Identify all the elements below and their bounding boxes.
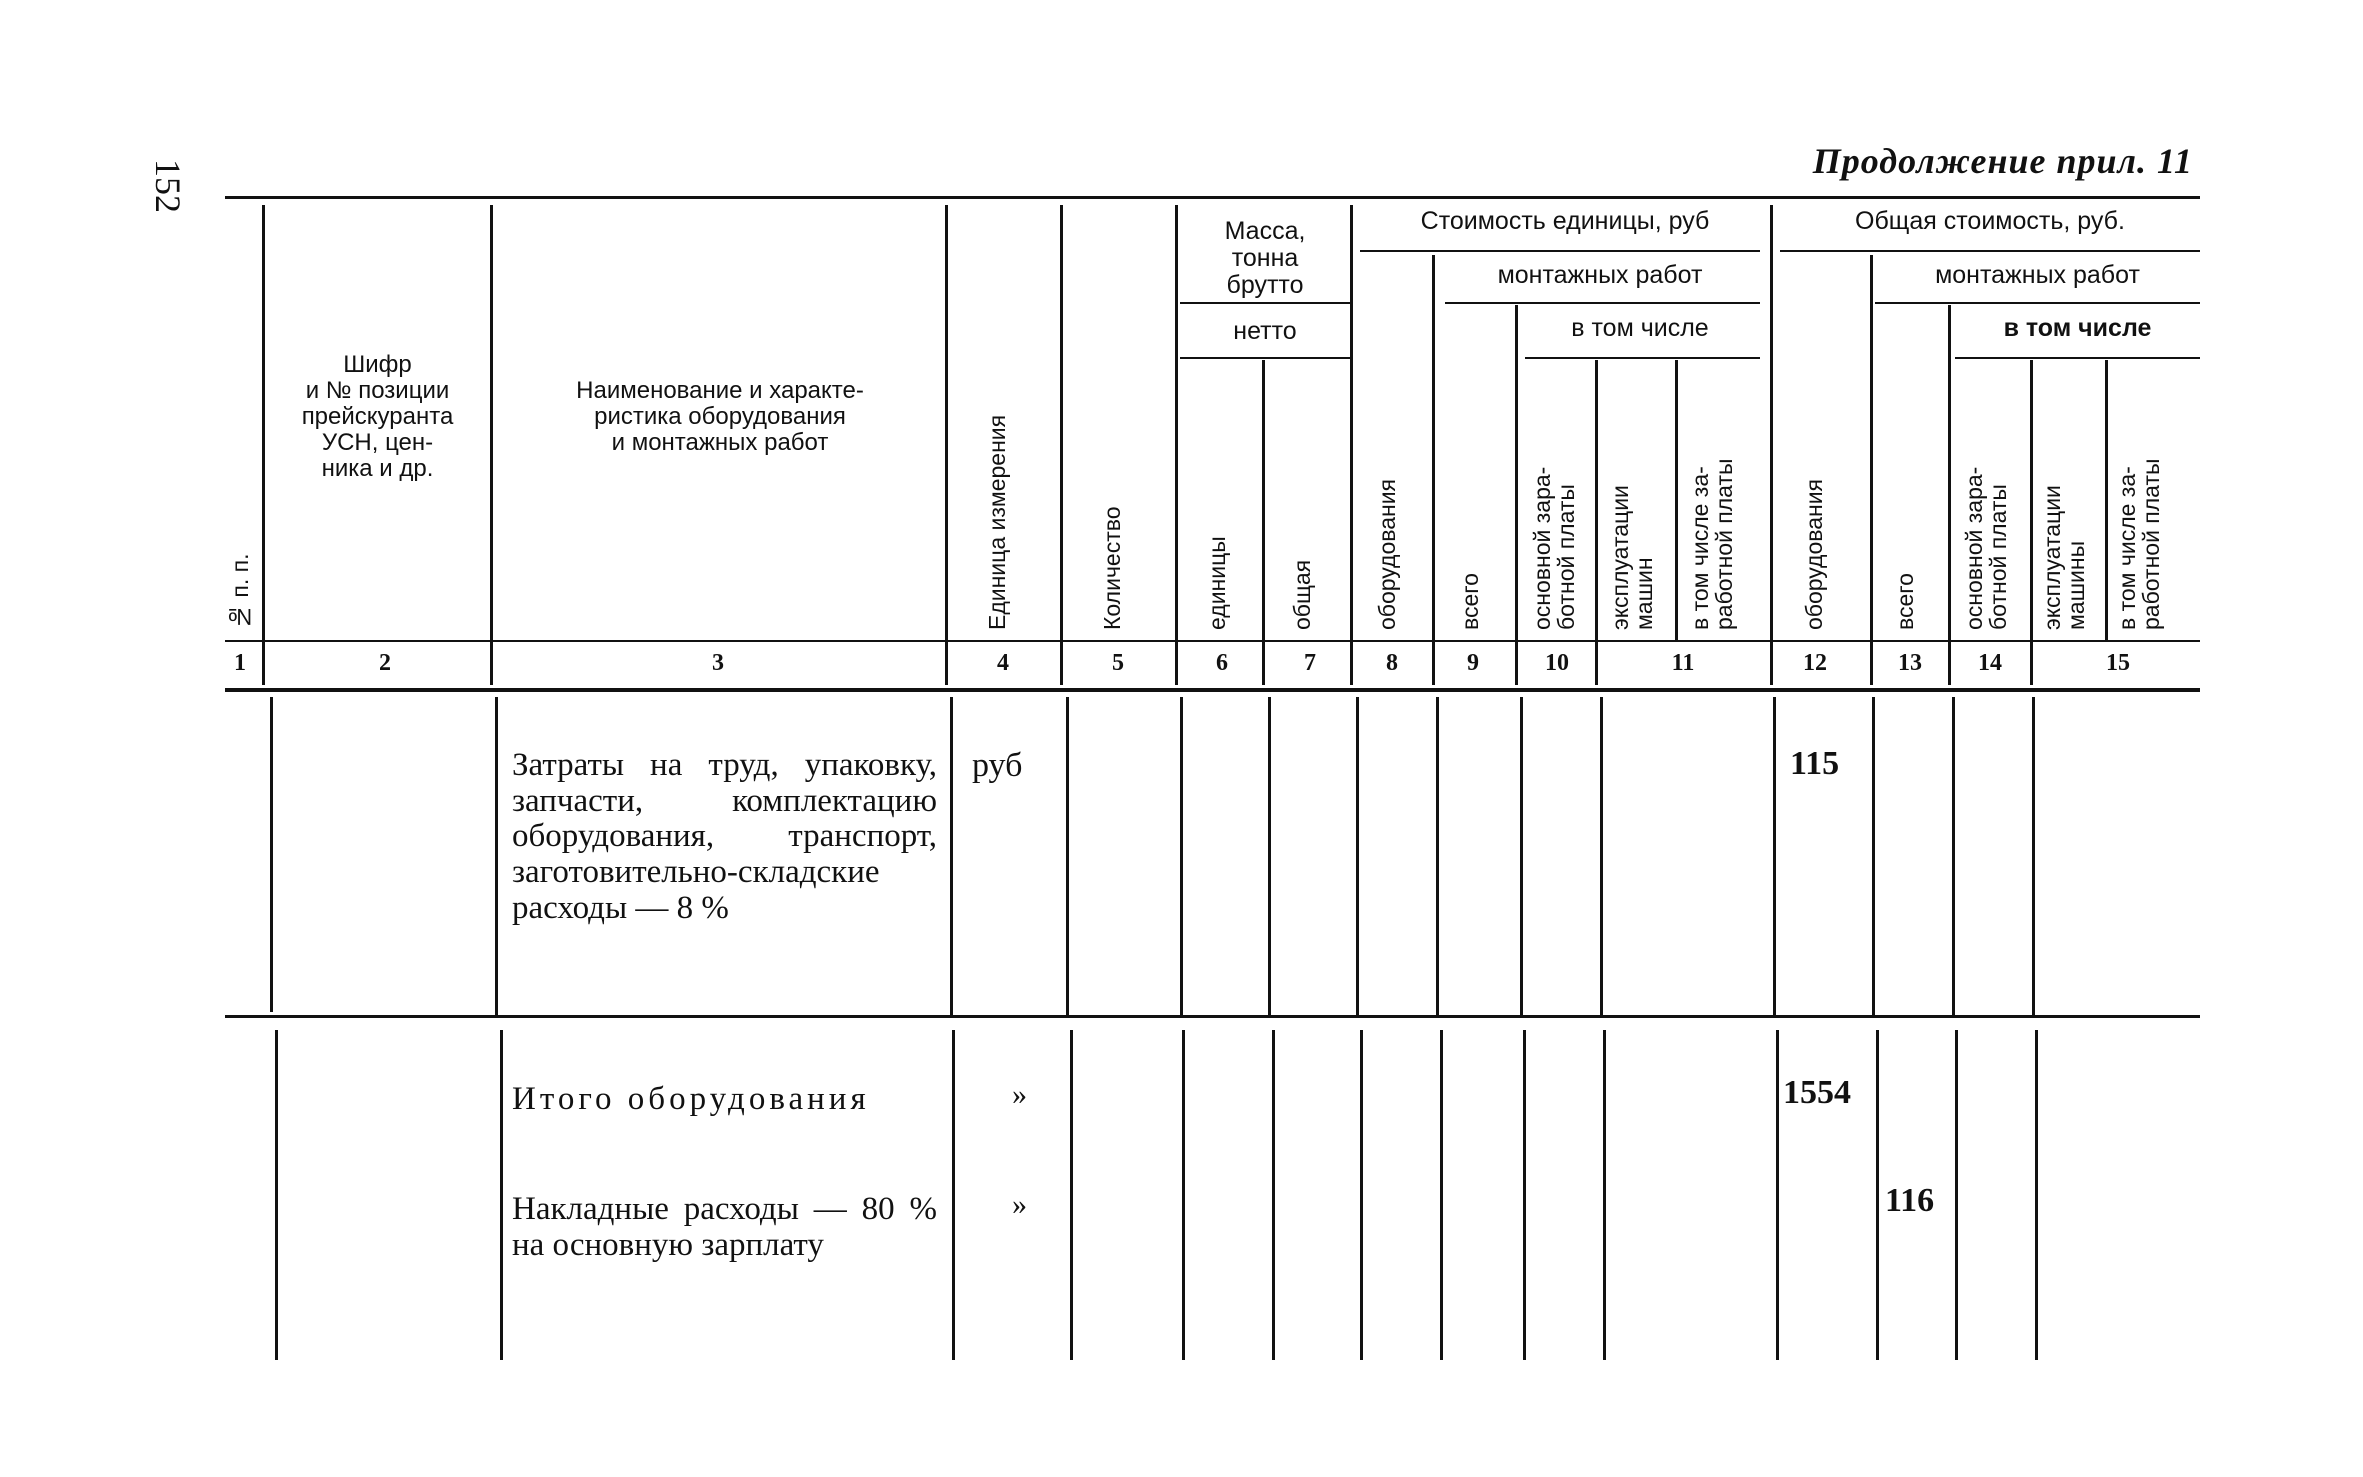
row-name: Затраты на труд, упаковку, запчасти, комплектацию оборудования, транспорт, заготовительно-складские расходы — 8 % (512, 747, 937, 926)
row-equipment-total: 1554 (1783, 1074, 1851, 1111)
header-unit-equipment: оборудования (1374, 479, 1400, 630)
row-unit: » (1012, 1078, 1027, 1111)
column-number: 1 (234, 650, 246, 676)
column-number: 6 (1216, 650, 1228, 676)
header-total-machines-salary: в том числе за- работной платы (2114, 458, 2165, 630)
header-unit-mount-total: всего (1457, 573, 1483, 630)
column-number: 3 (712, 650, 724, 676)
column-number: 7 (1304, 650, 1316, 676)
column-number: 14 (1978, 650, 2002, 676)
page-number: 152 (148, 159, 188, 213)
header-total-machines: эксплуатации машины (2039, 485, 2090, 630)
column-number: 15 (2106, 650, 2130, 676)
header-mass-total: общая (1289, 559, 1315, 630)
header-unit-machines-salary: в том числе за- работной платы (1687, 458, 1738, 630)
header-unit-base-salary: основной зара- ботной платы (1529, 466, 1580, 630)
row-unit: руб (972, 747, 1023, 784)
continuation-title: Продолжение прил. 11 (1812, 141, 2193, 181)
header-row-number: № п. п. (227, 553, 253, 630)
header-total-equipment: оборудования (1801, 479, 1827, 630)
header-mass-unit: единицы (1204, 536, 1230, 630)
row-name: Итого оборудования (512, 1081, 870, 1117)
row-mount-total: 116 (1885, 1182, 1935, 1219)
header-total-cost: Общая стоимость, руб. (1855, 207, 2125, 235)
header-unit-machines: эксплуатации машин (1607, 485, 1658, 630)
column-number: 4 (997, 650, 1009, 676)
column-number: 8 (1386, 650, 1398, 676)
column-number: 12 (1803, 650, 1827, 676)
header-mass-brutto: Масса, тонна брутто (1224, 217, 1306, 299)
header-unit-cost: Стоимость единицы, руб (1420, 207, 1710, 235)
header-total-mount: всего (1892, 573, 1918, 630)
header-quantity: Количество (1099, 506, 1125, 630)
row-name: Накладные расходы — 80 % на основную зарплату (512, 1191, 937, 1263)
header-name: Наименование и характе- ристика оборудования и монтажных работ (576, 377, 864, 456)
column-number: 5 (1112, 650, 1124, 676)
column-number: 11 (1671, 650, 1695, 676)
row-equipment-total: 115 (1790, 745, 1840, 782)
header-incl-unit: в том числе (1571, 314, 1709, 342)
column-number: 10 (1545, 650, 1569, 676)
header-unit: Единица измерения (984, 414, 1010, 630)
header-mount-works-total: монтажных работ (1935, 261, 2140, 289)
row-unit: » (1012, 1188, 1027, 1221)
header-price-code: Шифр и № позиции прейскуранта УСН, цен- ника и др. (301, 351, 454, 482)
column-number: 2 (379, 650, 391, 676)
header-incl-total: в том числе (2003, 314, 2152, 342)
column-number: 9 (1467, 650, 1479, 676)
header-total-base-salary: основной зара- ботной платы (1961, 466, 2012, 630)
column-number: 13 (1898, 650, 1922, 676)
header-mount-works-unit: монтажных работ (1497, 261, 1703, 289)
header-mass-netto: нетто (1233, 317, 1297, 345)
